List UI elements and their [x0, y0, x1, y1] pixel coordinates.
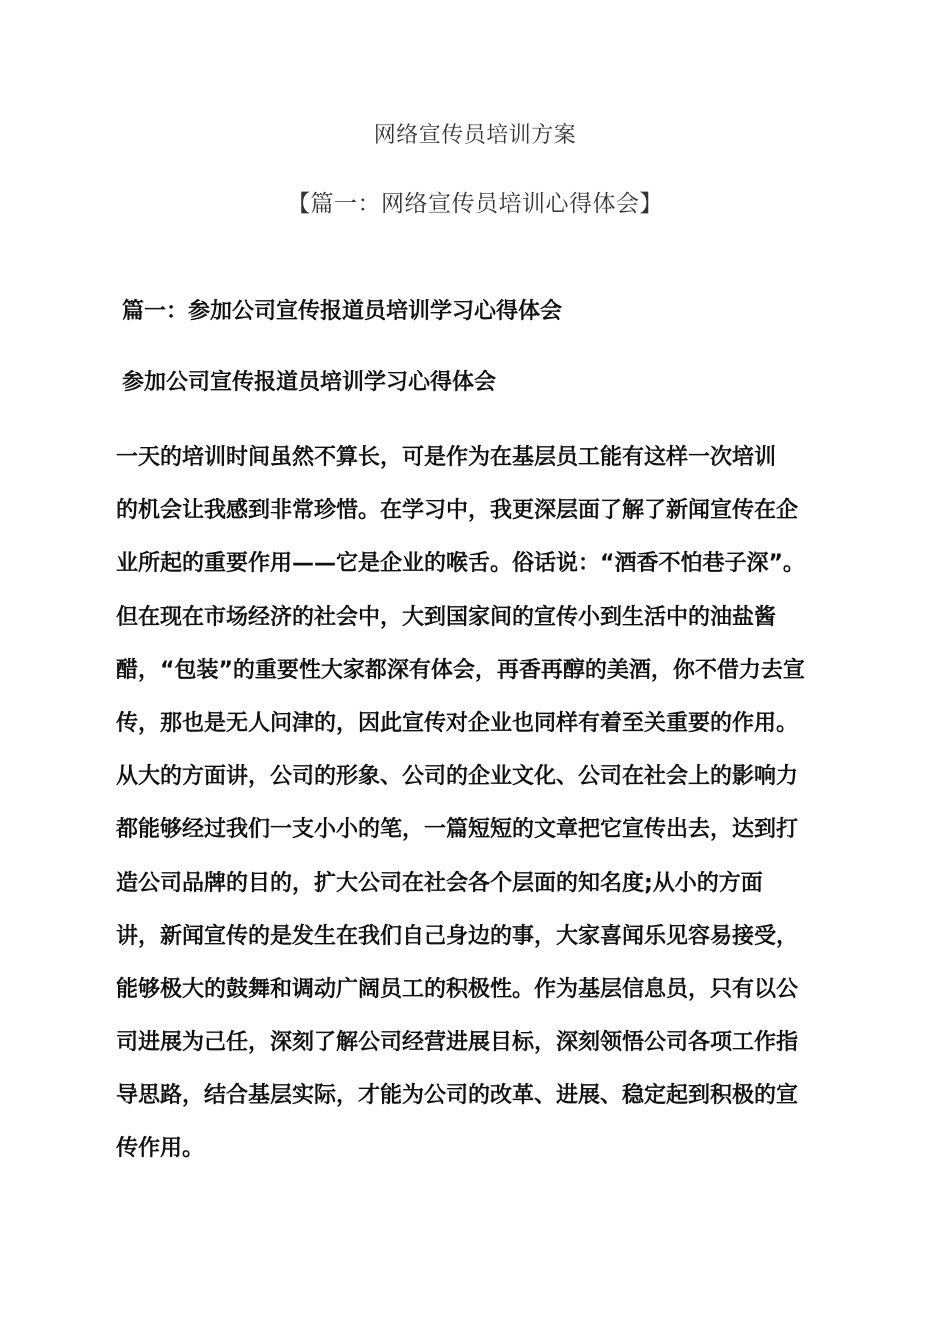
paragraph-line: 导思路，结合基层实际，才能为公司的改革、进展、稳定起到积极的宣 [116, 1083, 799, 1109]
paragraph-line: 业所起的重要作用——它是企业的喉舌。俗话说：“酒香不怕巷子深”。 [116, 551, 805, 577]
paragraph-line: 传作用。 [116, 1136, 205, 1162]
paragraph-line: 讲，新闻宣传的是发生在我们自己身边的事，大家喜闻乐见容易接受， [116, 923, 799, 949]
paragraph-line: 的机会让我感到非常珍惜。在学习中，我更深层面了解了新闻宣传在企 [116, 498, 799, 524]
article-title: 参加公司宣传报道员培训学习心得体会 [122, 370, 497, 395]
section-heading: 篇一：参加公司宣传报道员培训学习心得体会 [122, 299, 563, 324]
paragraph-line: 能够极大的鼓舞和调动广阔员工的积极性。作为基层信息员，只有以公 [116, 976, 799, 1002]
paragraph-line: 传，那也是无人问津的，因此宣传对企业也同样有着至关重要的作用。 [116, 710, 799, 736]
paragraph-line: 造公司品牌的目的，扩大公司在社会各个层面的知名度;从小的方面 [116, 870, 763, 896]
document-title: 网络宣传员培训方案 [373, 123, 577, 148]
document-subtitle: 【篇一：网络宣传员培训心得体会】 [287, 191, 663, 217]
paragraph-line: 一天的培训时间虽然不算长，可是作为在基层员工能有这样一次培训 [116, 445, 777, 470]
paragraph-line: 但在现在市场经济的社会中，大到国家间的宣传小到生活中的油盐酱 [116, 604, 777, 630]
paragraph-line: 醋，“包装”的重要性大家都深有体会，再香再醇的美酒，你不借力去宣 [116, 657, 805, 683]
paragraph-line: 从大的方面讲，公司的形象、公司的企业文化、公司在社会上的影响力 [116, 764, 799, 790]
body-paragraph [116, 431, 836, 1176]
paragraph-line: 都能够经过我们一支小小的笔，一篇短短的文章把它宣传出去，达到打 [116, 817, 799, 843]
paragraph-line: 司进展为己任，深刻了解公司经营进展目标，深刻领悟公司各项工作指 [116, 1030, 799, 1056]
